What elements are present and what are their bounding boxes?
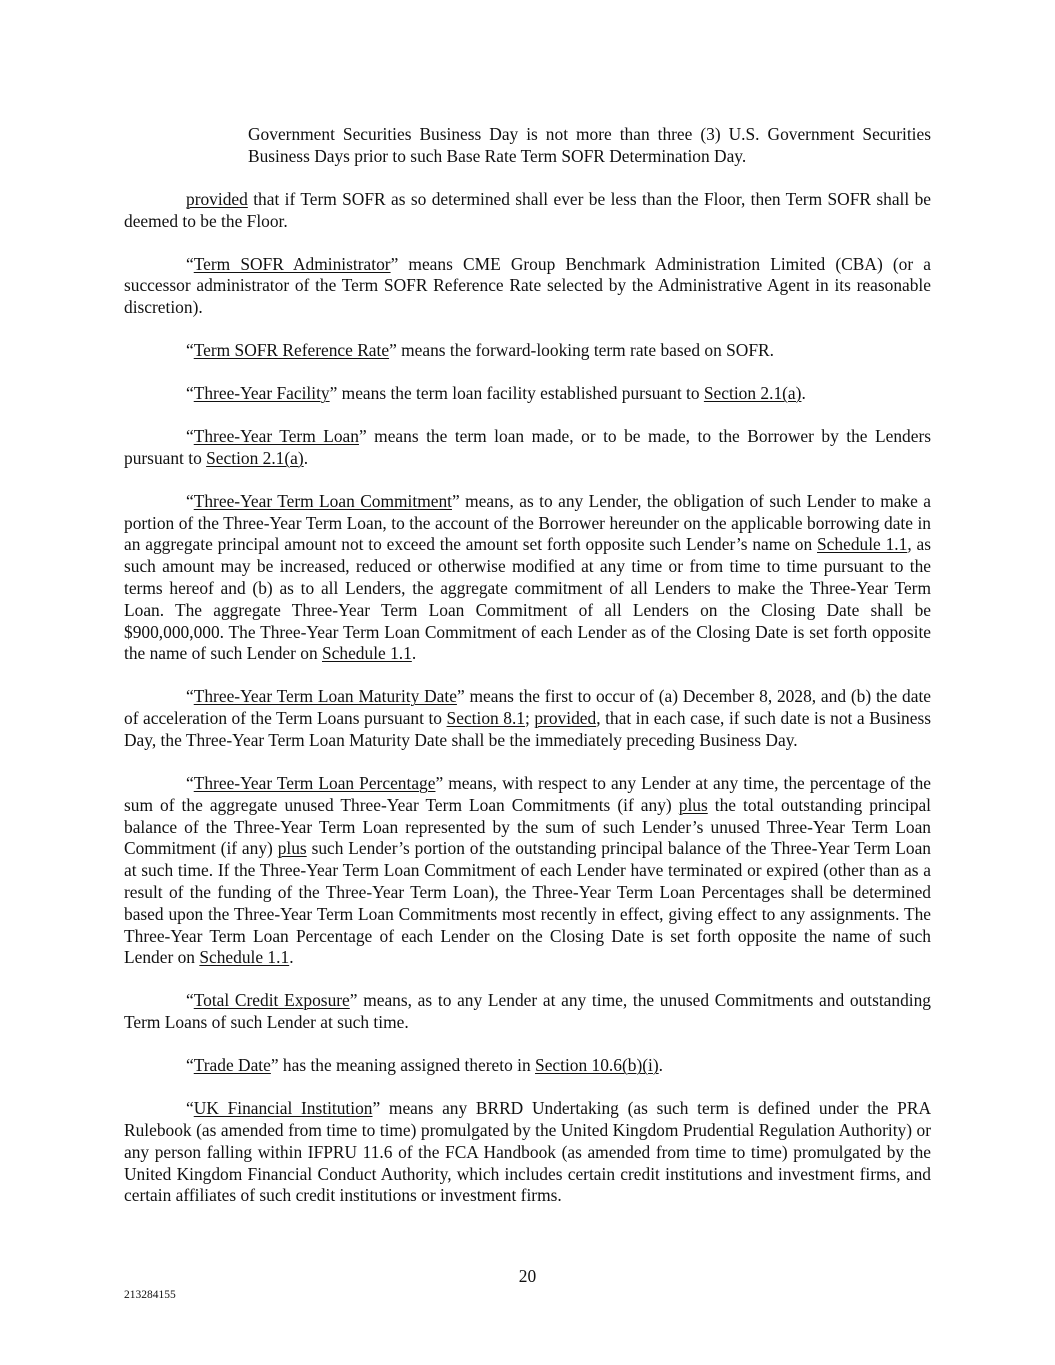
- paragraph-text: “: [186, 1098, 194, 1119]
- paragraph-text: ” means, with respect to any Lender at any time, the percentage of the sum of the aggregate unused Three-Year Term Loan Commitments (if any): [124, 773, 931, 815]
- defined-term: Schedule 1.1: [817, 534, 908, 555]
- paragraph-text: ” means the term loan made, or to be made, to the Borrower by the Lenders pursuant to: [124, 426, 931, 468]
- paragraph-text: that if Term SOFR as so determined shall ever be less than the Floor, then Term SOFR shall be deemed to be the Floor.: [124, 188, 931, 231]
- defined-term: Three-Year Term Loan Maturity Date: [193, 686, 457, 707]
- defined-term: Total Credit Exposure: [193, 990, 350, 1011]
- paragraph-text: “: [186, 773, 194, 794]
- paragraph-text: “: [186, 426, 194, 447]
- defined-term: Section 8.1: [446, 708, 525, 729]
- paragraph-text: .: [289, 947, 294, 968]
- paragraph-text: “: [186, 383, 194, 404]
- paragraph: [124, 1055, 931, 1077]
- paragraph-text: Government Securities Business Day is not more than three (3) U.S. Government Securities Business Days prior to such Base Rate Term SOFR Determination Day.: [248, 124, 931, 166]
- paragraph-text: such Lender’s portion of the outstanding principal balance of the Three-Year Term Loan at such time. If the Three-Year Term Loan Commitment of each Lender have terminated or expired (other than as a result of the funding of the Three-Year Term Loan), the Three-Year Term Loan Percentages shall be determined based upon the Three-Year Term Loan Commitments most recently in effect, giving effect to any assignments. The Three-Year Term Loan Percentage of each Lender on the Closing Date is set forth opposite the name of such Lender on: [124, 838, 931, 968]
- paragraph: [248, 124, 931, 168]
- defined-term: Schedule 1.1: [199, 947, 290, 968]
- paragraph: [124, 189, 931, 233]
- defined-term: plus: [277, 838, 307, 859]
- defined-term: Three-Year Term Loan Commitment: [193, 490, 452, 511]
- defined-term: plus: [678, 794, 708, 815]
- paragraph-text: ” means CME Group Benchmark Administration Limited (CBA) (or a successor administrator of the Term SOFR Reference Rate selected by the Administrative Agent in its reasonable discretion).: [124, 253, 932, 318]
- paragraph-text: .: [801, 383, 806, 404]
- defined-term: Section 2.1(a): [703, 383, 802, 404]
- paragraph-text: “: [186, 253, 194, 274]
- defined-term: UK Financial Institution: [193, 1098, 373, 1119]
- paragraph: [124, 773, 931, 969]
- paragraph-text: ” means, as to any Lender at any time, the unused Commitments and outstanding Term Loans of such Lender at such time.: [124, 990, 931, 1033]
- defined-term: Trade Date: [193, 1055, 271, 1076]
- paragraph-text: ” means the first to occur of (a) December 8, 2028, and (b) the date of acceleration of the Term Loans pursuant to: [124, 686, 931, 729]
- paragraph-text: “: [186, 490, 194, 511]
- paragraph: [124, 990, 931, 1034]
- paragraph-text: ” has the meaning assigned thereto in: [270, 1055, 536, 1076]
- paragraph: [124, 491, 931, 665]
- paragraph-text: ;: [524, 708, 535, 729]
- paragraph: [124, 426, 931, 470]
- paragraph-text: ” means, as to any Lender, the obligation of such Lender to make a portion of the Three-Year Term Loan, to the account of the Borrower hereunder on the applicable borrowing date in an aggregate principal amount not to exceed the amount set forth opposite such Lender’s name on: [124, 490, 932, 555]
- defined-term: Schedule 1.1: [322, 643, 412, 664]
- defined-term: Term SOFR Reference Rate: [193, 340, 390, 361]
- paragraph: [124, 340, 931, 362]
- paragraph-text: “: [186, 340, 194, 361]
- paragraph-text: ” means the term loan facility established pursuant to: [329, 383, 704, 404]
- defined-term: Three-Year Facility: [193, 383, 330, 404]
- paragraph-text: .: [411, 643, 417, 664]
- paragraph-text: “: [186, 686, 194, 707]
- paragraph-text: “: [186, 990, 194, 1011]
- paragraph-text: , as such amount may be increased, reduced or otherwise modified at any time or from time to time pursuant to the terms hereof and (b) as to all Lenders, the aggregate commitment of all Lenders to make the Three-Year Term Loan. The aggregate Three-Year Term Loan Commitment of all Lenders on the Closing Date shall be $900,000,000. The Three-Year Term Loan Commitment of each Lender as of the Closing Date is set forth opposite the name of such Lender on: [124, 534, 931, 664]
- page-number: 20: [518, 1266, 537, 1286]
- paragraph-text: ” means the forward-looking term rate based on SOFR.: [389, 340, 774, 361]
- paragraph-text: .: [303, 447, 309, 468]
- defined-term: provided: [534, 708, 597, 729]
- paragraph: [124, 686, 931, 751]
- defined-term: Section 10.6(b)(i): [535, 1055, 659, 1076]
- document-id: 213284155: [124, 1289, 176, 1301]
- paragraph: [124, 383, 931, 405]
- paragraph: [124, 1098, 931, 1207]
- paragraph-text: the total outstanding principal balance of the Three-Year Term Loan represented by the sum of such Lender’s unused Three-Year Term Loan Commitment (if any): [124, 794, 932, 859]
- document-body: [124, 124, 931, 1228]
- paragraph-text: “: [186, 1055, 194, 1076]
- defined-term: Three-Year Term Loan Percentage: [193, 773, 436, 794]
- defined-term: Section 2.1(a): [206, 447, 304, 468]
- paragraph: [124, 254, 931, 319]
- paragraph-text: , that in each case, if such date is not a Business Day, the Three-Year Term Loan Maturity Date shall be the immediately preceding Business Day.: [124, 708, 931, 751]
- defined-term: Term SOFR Administrator: [193, 253, 391, 274]
- paragraph-text: .: [658, 1055, 664, 1076]
- paragraph-text: ” means any BRRD Undertaking (as such term is defined under the PRA Rulebook (as amended from time to time) promulgated by the United Kingdom Prudential Regulation Authority) or any person falling within IFPRU 11.6 of the FCA Handbook (as amended from time to time) promulgated by the United Kingdom Financial Conduct Authority, which includes certain credit institutions and investment firms, and certain affiliates of such credit institutions or investment firms.: [124, 1098, 932, 1206]
- defined-term: provided: [186, 188, 248, 209]
- defined-term: Three-Year Term Loan: [193, 426, 359, 447]
